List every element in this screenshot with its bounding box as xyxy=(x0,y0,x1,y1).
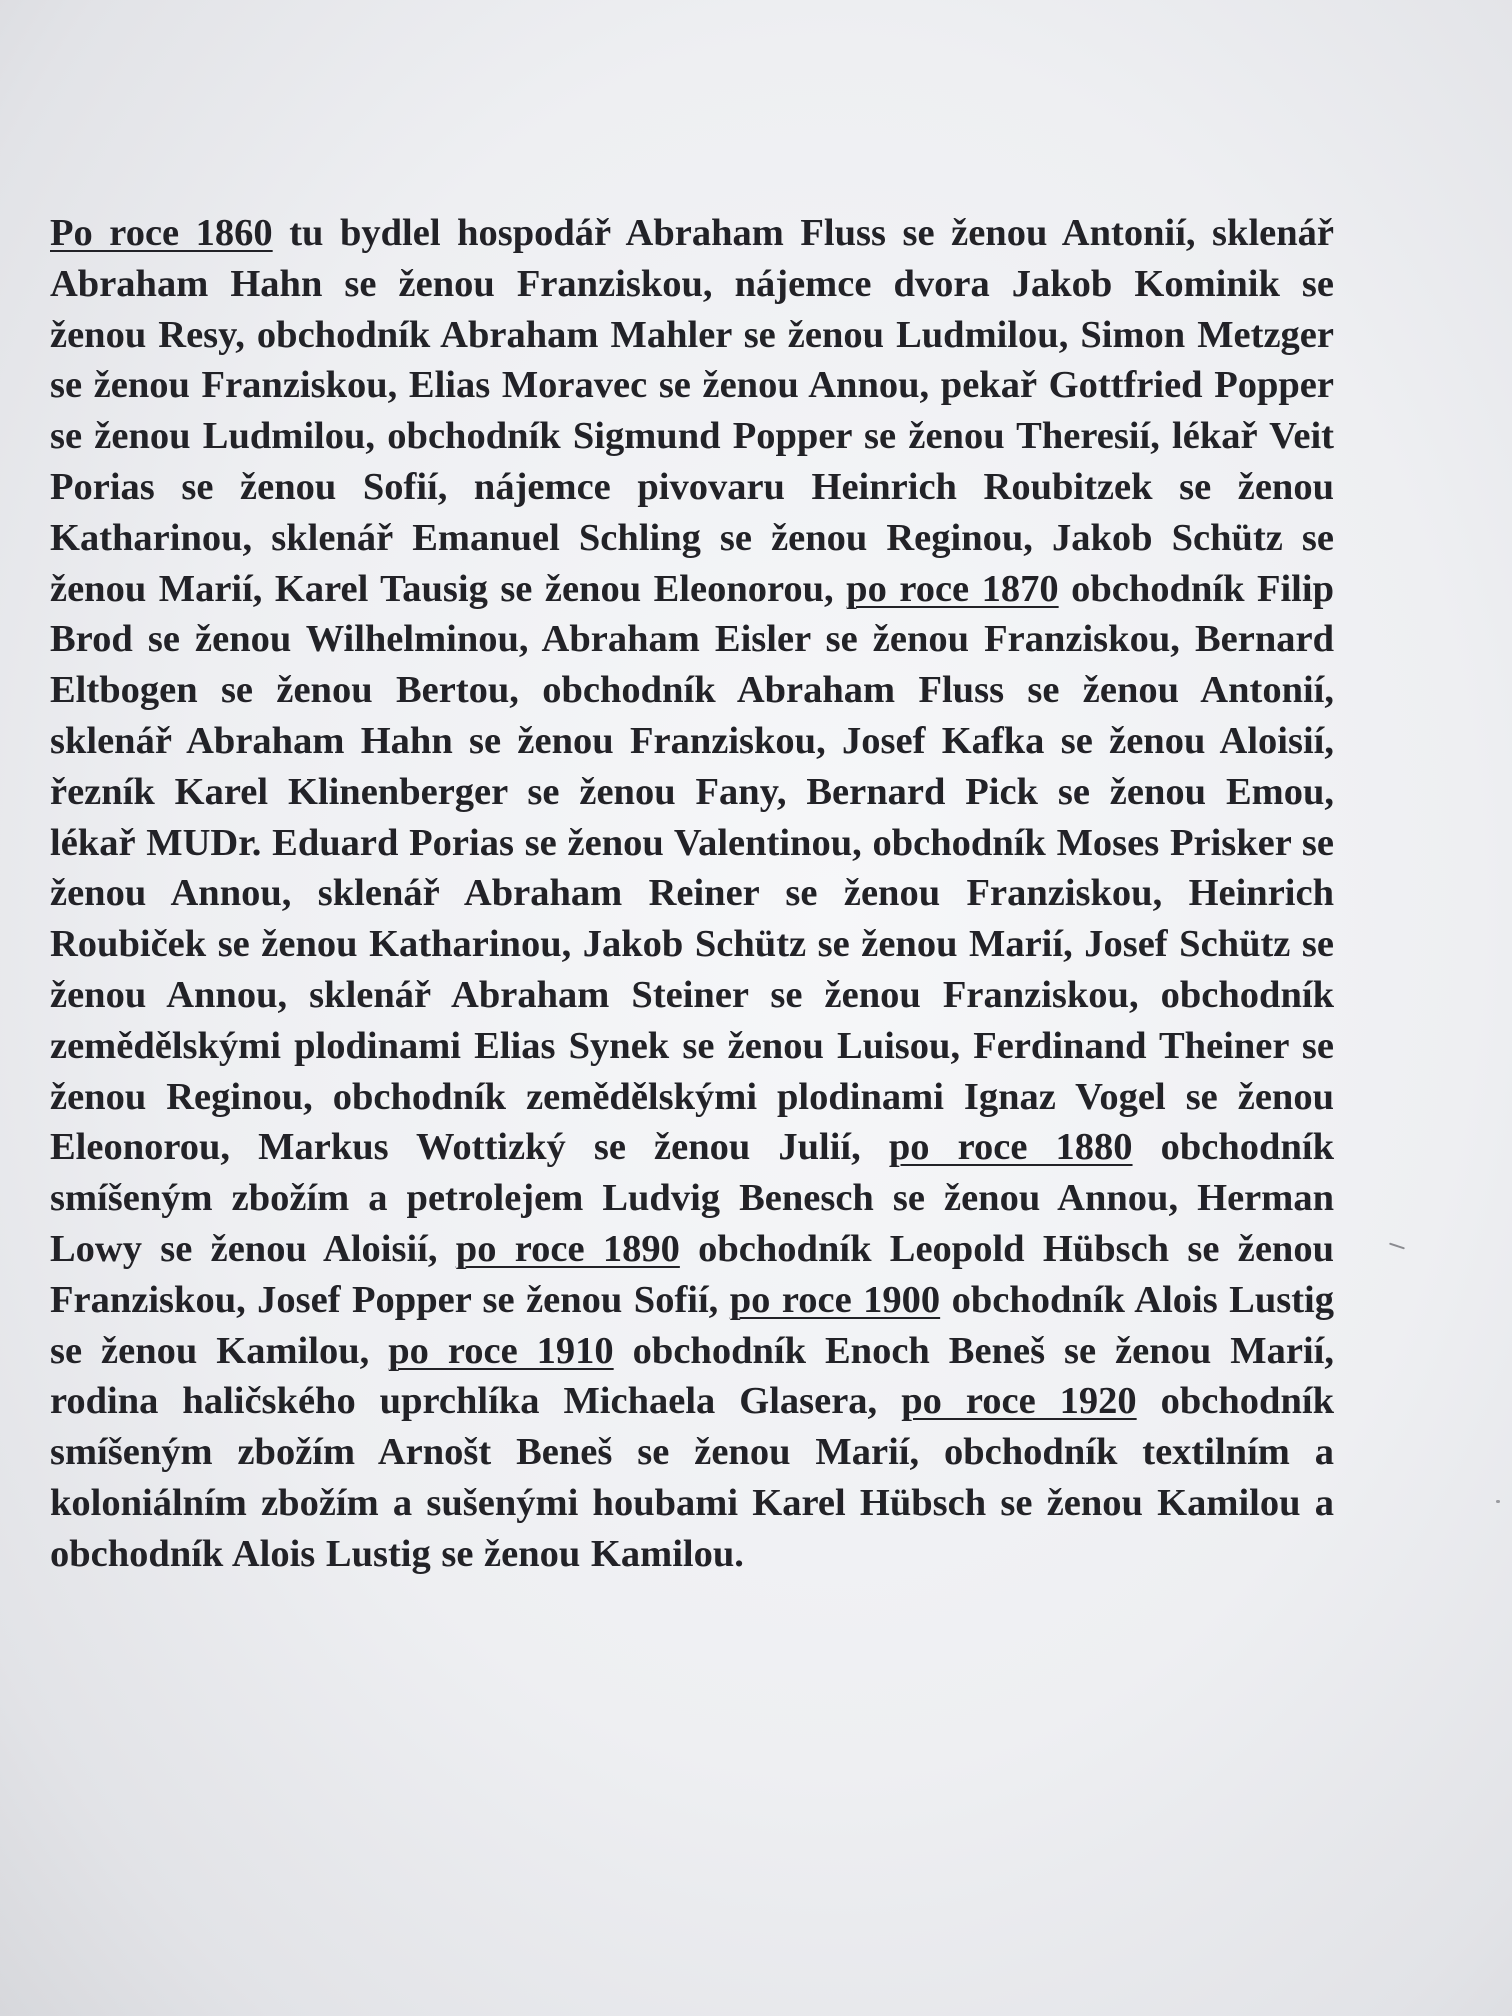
paragraph-segment: obchodník Alois Lustig se ženou Kamilou, xyxy=(50,1278,1334,1372)
year-heading-1910: po roce 1910 xyxy=(388,1329,614,1372)
year-heading-1890: po roce 1890 xyxy=(455,1227,680,1270)
paper-speck xyxy=(1496,1500,1500,1503)
paragraph-segment: obchodník smíšeným zbožím a petrolejem Ludvig Benesch se ženou Annou, Herman Lowy se ženou Aloisií, xyxy=(50,1126,1334,1270)
paragraph-segment: obchodník smíšeným zbožím Arnošt Beneš se ženou Marií, obchodník textilním a koloniálním zbožím a sušenými houbami Karel Hübsch se ženou Kamilou a obchodník Alois Lustig se ženou Kamilou. xyxy=(50,1380,1334,1575)
year-heading-1870: po roce 1870 xyxy=(846,567,1059,610)
year-heading-1880: po roce 1880 xyxy=(888,1126,1133,1169)
paragraph-segment: obchodník Enoch Beneš se ženou Marií, rodina haličského uprchlíka Michaela Glasera, xyxy=(50,1329,1335,1423)
paragraph-segment: tu bydlel hospodář Abraham Fluss se ženou Antonií, sklenář Abraham Hahn se ženou Franziskou, nájemce dvora Jakob Kominik se ženou Resy, obchodník Abraham Mahler se ženou Ludmilou, Simon Metzger se ženou Franziskou, Elias Moravec se ženou Annou, pekař Gottfried Popper se ženou Ludmilou, obchodník Sigmund Popper se ženou Theresií, lékař Veit Porias se ženou Sofií, nájemce pivovaru Heinrich Roubitzek se ženou Katharinou, sklenář Emanuel Schling se ženou Reginou, Jakob Schütz se ženou Marií, Karel Tausig se ženou Eleonorou, xyxy=(50,212,1334,610)
year-heading-1860: Po roce 1860 xyxy=(50,212,273,254)
pencil-mark xyxy=(1389,1243,1405,1250)
paragraph-segment: obchodník Filip Brod se ženou Wilhelminou, Abraham Eisler se ženou Franziskou, Bernard Eltbogen se ženou Bertou, obchodník Abraham Fluss se ženou Antonií, sklenář Abraham Hahn se ženou Franziskou, Josef Kafka se ženou Aloisií, řezník Karel Klinenberger se ženou Fany, Bernard Pick se ženou Emou, lékař MUDr. Eduard Porias se ženou Valentinou, obchodník Moses Prisker se ženou Annou, sklenář Abraham Reiner se ženou Franziskou, Heinrich Roubiček se ženou Katharinou, Jakob Schütz se ženou Marií, Josef Schütz se ženou Annou, sklenář Abraham Steiner se ženou Franziskou, obchodník zemědělskými plodinami Elias Synek se ženou Luisou, Ferdinand Theiner se ženou Reginou, obchodník zemědělskými plodinami Ignaz Vogel se ženou Eleonorou, Markus Wottizký se ženou Julií, xyxy=(50,567,1334,1169)
year-heading-1900: po roce 1900 xyxy=(729,1278,941,1321)
year-heading-1920: po roce 1920 xyxy=(901,1380,1137,1423)
body-paragraph xyxy=(50,208,1334,1580)
paragraph-segment: obchodník Leopold Hübsch se ženou Franziskou, Josef Popper se ženou Sofií, xyxy=(50,1227,1334,1321)
